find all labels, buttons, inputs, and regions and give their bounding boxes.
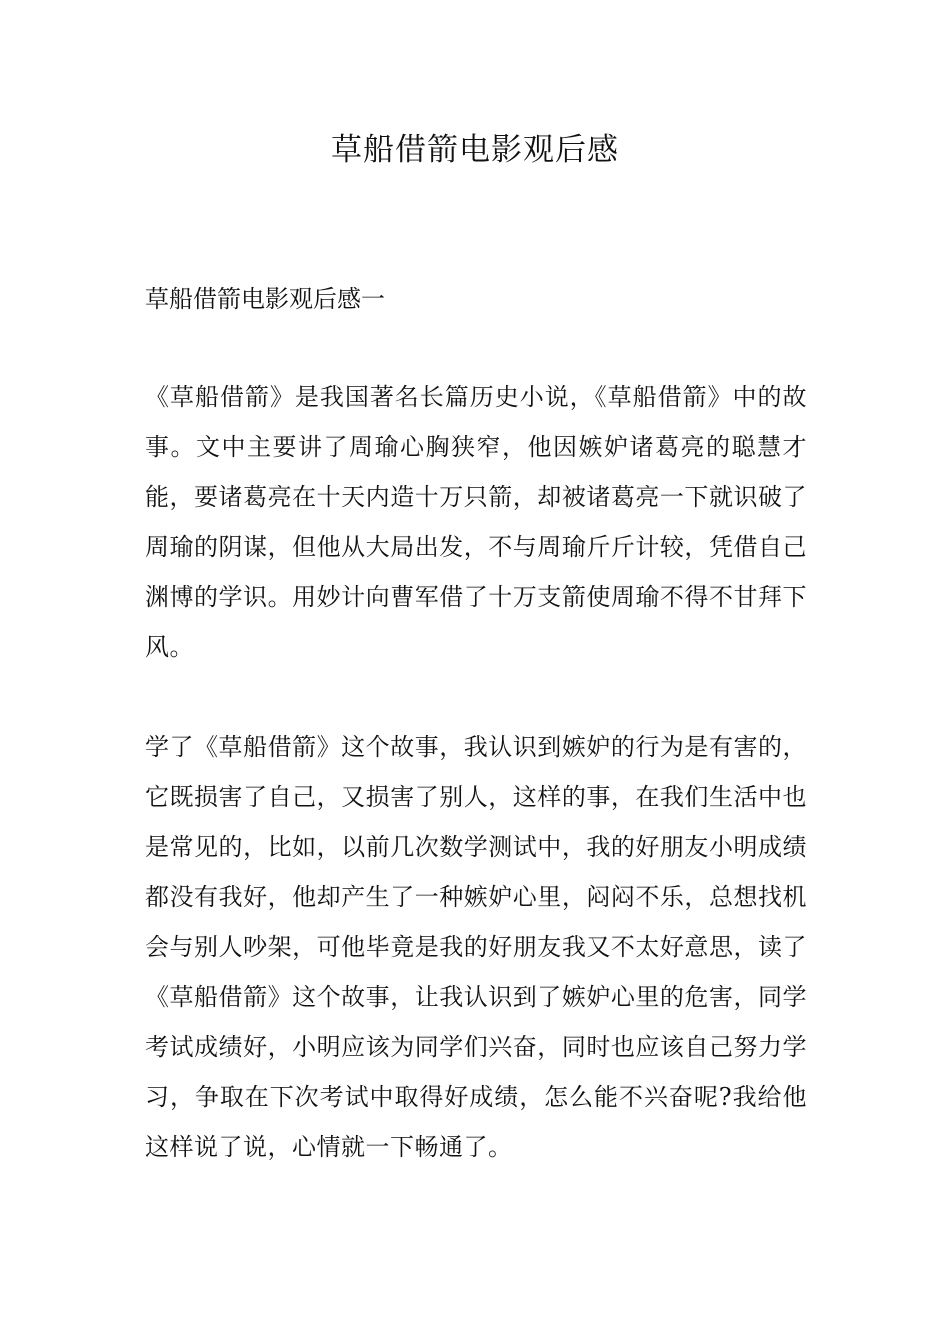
document-title: 草船借箭电影观后感 bbox=[331, 132, 619, 168]
body-paragraph-2: 学了《草船借箭》这个故事，我认识到嫉妒的行为是有害的，它既损害了自己，又损害了别人，这样的事，在我们生活中也是常见的，比如，以前几次数学测试中，我的好朋友小明成绩都没有我好，他却产生了一种嫉妒心里，闷闷不乐，总想找机会与别人吵架，可他毕竟是我的好朋友我又不太好意思，读了《草船借箭》这个故事，让我认识到了嫉妒心里的危害，同学考试成绩好，小明应该为同学们兴奋，同时也应该自己努力学习，争取在下次考试中取得好成绩，怎么能不兴奋呢?我给他这样说了说，心情就一下畅通了。 bbox=[145, 733, 807, 1161]
section-heading: 草船借箭电影观后感一 bbox=[145, 285, 385, 313]
body-paragraph-1: 《草船借箭》是我国著名长篇历史小说，《草船借箭》中的故事。文中主要讲了周瑜心胸狭窄，他因嫉妒诸葛亮的聪慧才能，要诸葛亮在十天内造十万只箭，却被诸葛亮一下就识破了周瑜的阴谋，但他从大局出发，不与周瑜斤斤计较，凭借自己渊博的学识。用妙计向曹军借了十万支箭使周瑜不得不甘拜下风。 bbox=[145, 383, 807, 661]
